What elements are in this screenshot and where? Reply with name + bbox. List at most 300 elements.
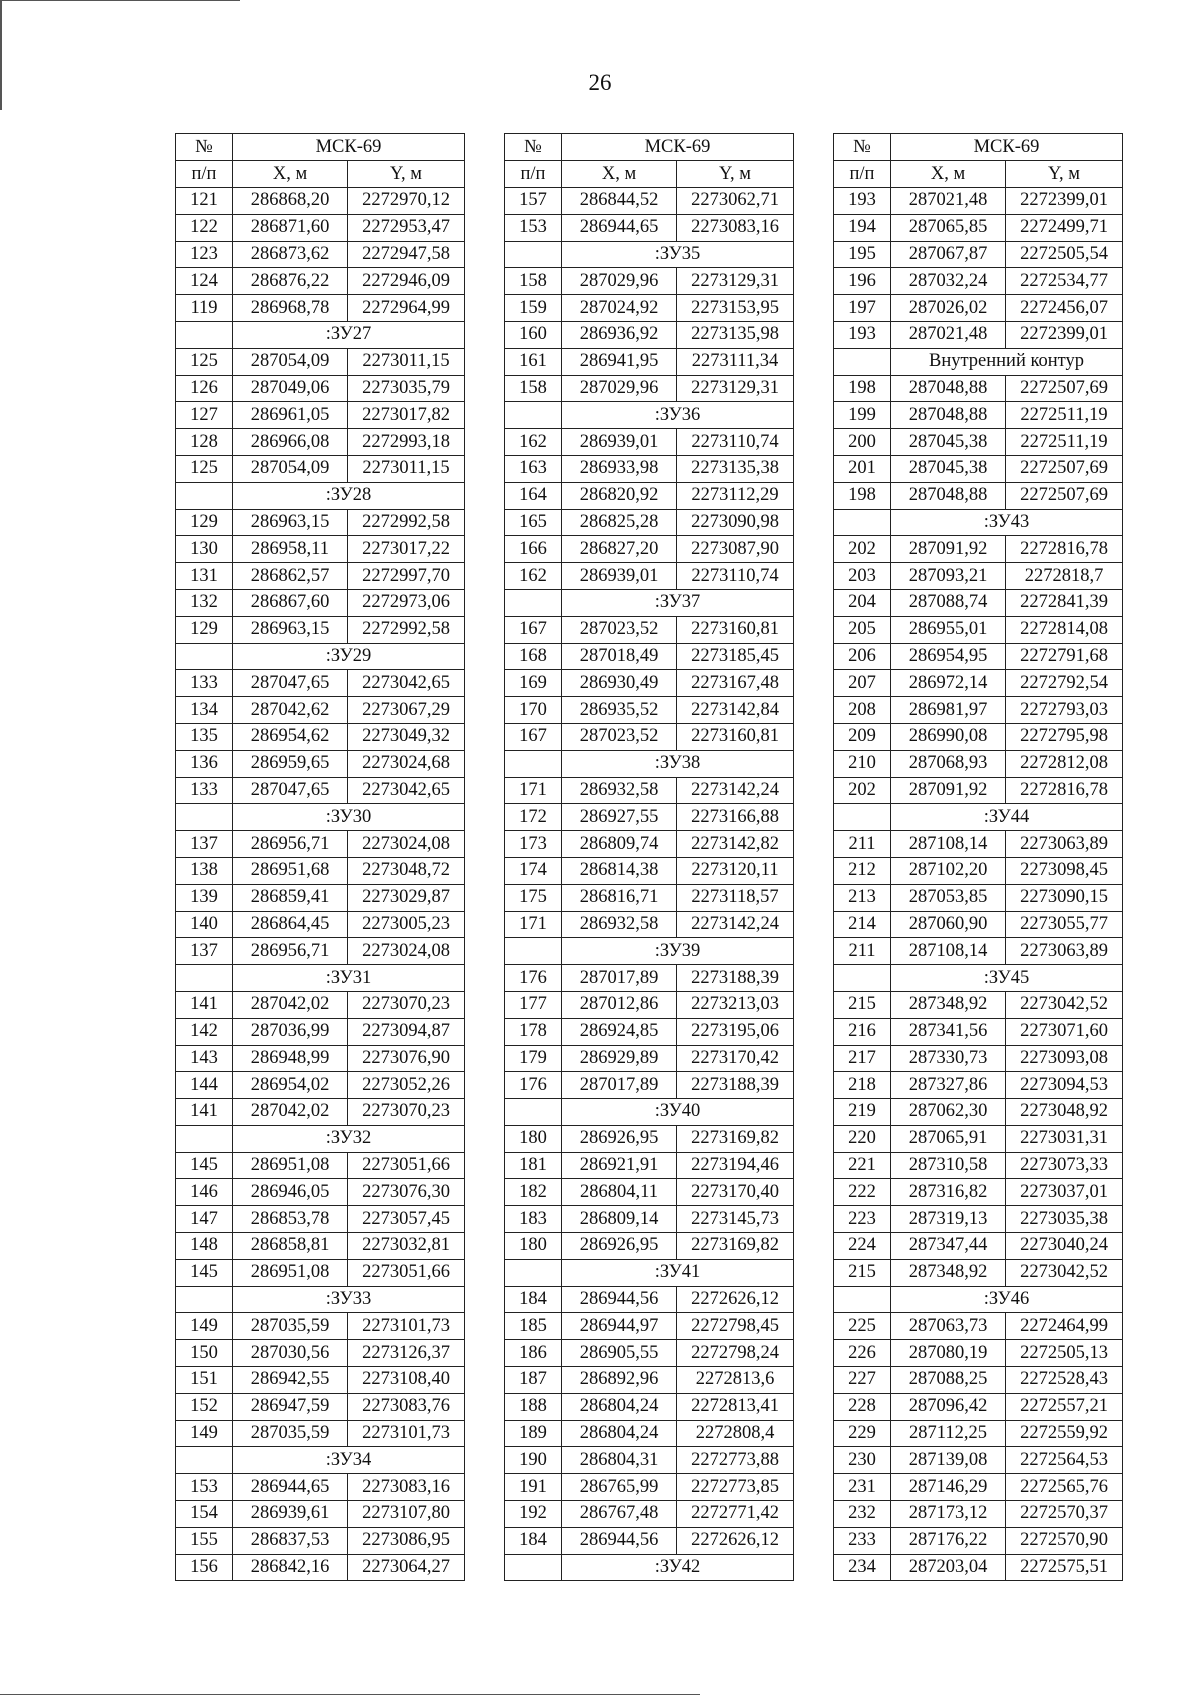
y-coordinate-cell: 2273195,06 bbox=[677, 1018, 794, 1045]
section-number-cell bbox=[176, 1125, 233, 1152]
table-row bbox=[176, 1152, 465, 1179]
y-coordinate-cell: 2273032,81 bbox=[348, 1233, 465, 1260]
table-row bbox=[834, 1259, 1123, 1286]
table-row bbox=[505, 804, 794, 831]
point-number-cell: 151 bbox=[176, 1367, 233, 1394]
x-coordinate-cell: 286935,52 bbox=[562, 697, 677, 724]
point-number-cell: 213 bbox=[834, 884, 891, 911]
table-row bbox=[834, 1340, 1123, 1367]
x-coordinate-cell: 286921,91 bbox=[562, 1152, 677, 1179]
point-number-cell: 145 bbox=[176, 1259, 233, 1286]
point-number-cell: 224 bbox=[834, 1233, 891, 1260]
point-number-cell: 212 bbox=[834, 857, 891, 884]
x-coordinate-cell: 287042,02 bbox=[233, 1099, 348, 1126]
table-row bbox=[176, 1313, 465, 1340]
table-row bbox=[176, 884, 465, 911]
section-number-cell bbox=[505, 750, 562, 777]
table-body bbox=[176, 188, 465, 1581]
point-number-cell: 163 bbox=[505, 455, 562, 482]
table-row bbox=[176, 589, 465, 616]
x-coordinate-cell: 286944,56 bbox=[562, 1286, 677, 1313]
table-row bbox=[176, 509, 465, 536]
point-number-cell: 196 bbox=[834, 268, 891, 295]
table-row bbox=[176, 1527, 465, 1554]
y-coordinate-cell: 2273083,16 bbox=[677, 214, 794, 241]
coordinate-system-header: МСК-69 bbox=[562, 134, 794, 161]
x-coordinate-cell: 287023,52 bbox=[562, 616, 677, 643]
point-number-cell: 159 bbox=[505, 295, 562, 322]
point-number-cell: 152 bbox=[176, 1393, 233, 1420]
x-coordinate-cell: 286905,55 bbox=[562, 1340, 677, 1367]
x-coordinate-cell: 286767,48 bbox=[562, 1501, 677, 1528]
x-coordinate-cell: 287080,19 bbox=[891, 1340, 1006, 1367]
y-coordinate-cell: 2273052,26 bbox=[348, 1072, 465, 1099]
x-coordinate-cell: 287054,09 bbox=[233, 348, 348, 375]
section-number-cell bbox=[834, 509, 891, 536]
table-row bbox=[834, 1501, 1123, 1528]
x-coordinate-cell: 287348,92 bbox=[891, 991, 1006, 1018]
section-number-cell bbox=[176, 643, 233, 670]
coordinate-system-header: МСК-69 bbox=[891, 134, 1123, 161]
x-coordinate-cell: 286804,31 bbox=[562, 1447, 677, 1474]
table-row bbox=[834, 1099, 1123, 1126]
table-row bbox=[505, 455, 794, 482]
point-number-cell: 189 bbox=[505, 1420, 562, 1447]
y-coordinate-cell: 2273087,90 bbox=[677, 536, 794, 563]
x-coordinate-cell: 286939,01 bbox=[562, 563, 677, 590]
x-coordinate-cell: 287021,48 bbox=[891, 188, 1006, 215]
section-label: :ЗУ29 bbox=[233, 643, 465, 670]
table-row bbox=[834, 214, 1123, 241]
y-coordinate-cell: 2273090,15 bbox=[1006, 884, 1123, 911]
x-coordinate-cell: 287316,82 bbox=[891, 1179, 1006, 1206]
x-coordinate-cell: 286868,20 bbox=[233, 188, 348, 215]
point-number-cell: 227 bbox=[834, 1367, 891, 1394]
section-label: :ЗУ33 bbox=[233, 1286, 465, 1313]
point-number-cell: 193 bbox=[834, 188, 891, 215]
point-number-cell: 202 bbox=[834, 536, 891, 563]
x-coordinate-cell: 287029,96 bbox=[562, 375, 677, 402]
y-coordinate-cell: 2273118,57 bbox=[677, 884, 794, 911]
y-coordinate-cell: 2272953,47 bbox=[348, 214, 465, 241]
point-number-cell: 133 bbox=[176, 777, 233, 804]
y-coordinate-cell: 2273145,73 bbox=[677, 1206, 794, 1233]
x-coordinate-cell: 286932,58 bbox=[562, 777, 677, 804]
y-coordinate-cell: 2272813,6 bbox=[677, 1367, 794, 1394]
x-coordinate-cell: 287021,48 bbox=[891, 321, 1006, 348]
table-row bbox=[834, 1018, 1123, 1045]
y-coordinate-cell: 2272992,58 bbox=[348, 616, 465, 643]
x-coordinate-cell: 286827,20 bbox=[562, 536, 677, 563]
point-number-cell: 169 bbox=[505, 670, 562, 697]
x-coordinate-cell: 287341,56 bbox=[891, 1018, 1006, 1045]
table-row bbox=[505, 1233, 794, 1260]
y-coordinate-cell: 2272773,88 bbox=[677, 1447, 794, 1474]
point-number-cell: 221 bbox=[834, 1152, 891, 1179]
point-number-cell: 211 bbox=[834, 831, 891, 858]
x-coordinate-cell: 287091,92 bbox=[891, 536, 1006, 563]
table-row bbox=[505, 965, 794, 992]
point-number-cell: 231 bbox=[834, 1474, 891, 1501]
point-number-cell: 149 bbox=[176, 1420, 233, 1447]
x-coordinate-cell: 287045,38 bbox=[891, 455, 1006, 482]
table-row bbox=[505, 563, 794, 590]
table-row bbox=[834, 1179, 1123, 1206]
y-coordinate-cell: 2272575,51 bbox=[1006, 1554, 1123, 1581]
point-number-cell: 205 bbox=[834, 616, 891, 643]
table-row bbox=[505, 1018, 794, 1045]
y-coordinate-cell: 2273076,30 bbox=[348, 1179, 465, 1206]
point-number-cell: 133 bbox=[176, 670, 233, 697]
y-coordinate-cell: 2272798,24 bbox=[677, 1340, 794, 1367]
x-coordinate-cell: 287032,24 bbox=[891, 268, 1006, 295]
table-row bbox=[176, 1072, 465, 1099]
x-coordinate-cell: 287065,85 bbox=[891, 214, 1006, 241]
x-coordinate-cell: 287035,59 bbox=[233, 1420, 348, 1447]
section-label: :ЗУ44 bbox=[891, 804, 1123, 831]
section-row bbox=[505, 1554, 794, 1581]
section-label: :ЗУ42 bbox=[562, 1554, 794, 1581]
y-coordinate-cell: 2273098,45 bbox=[1006, 857, 1123, 884]
point-number-cell: 143 bbox=[176, 1045, 233, 1072]
table-row bbox=[834, 723, 1123, 750]
y-coordinate-cell: 2273170,40 bbox=[677, 1179, 794, 1206]
point-number-cell: 125 bbox=[176, 348, 233, 375]
x-coordinate-cell: 286814,38 bbox=[562, 857, 677, 884]
table-row bbox=[176, 1099, 465, 1126]
point-number-cell: 175 bbox=[505, 884, 562, 911]
point-number-cell: 194 bbox=[834, 214, 891, 241]
table-row bbox=[176, 429, 465, 456]
x-coordinate-cell: 286963,15 bbox=[233, 509, 348, 536]
section-label: :ЗУ45 bbox=[891, 965, 1123, 992]
x-coordinate-cell: 287108,14 bbox=[891, 831, 1006, 858]
table-row bbox=[176, 563, 465, 590]
point-number-cell: 191 bbox=[505, 1474, 562, 1501]
y-coordinate-cell: 2273051,66 bbox=[348, 1259, 465, 1286]
x-coordinate-cell: 287068,93 bbox=[891, 750, 1006, 777]
x-coordinate-cell: 286944,97 bbox=[562, 1313, 677, 1340]
section-row bbox=[176, 804, 465, 831]
table-row bbox=[505, 1527, 794, 1554]
section-number-cell bbox=[176, 321, 233, 348]
x-coordinate-cell: 286844,52 bbox=[562, 188, 677, 215]
section-number-cell bbox=[505, 241, 562, 268]
section-row bbox=[505, 241, 794, 268]
point-number-cell: 149 bbox=[176, 1313, 233, 1340]
table-row bbox=[834, 1420, 1123, 1447]
section-label: :ЗУ37 bbox=[562, 589, 794, 616]
point-number-cell: 206 bbox=[834, 643, 891, 670]
y-coordinate-cell: 2273213,03 bbox=[677, 991, 794, 1018]
point-number-cell: 215 bbox=[834, 991, 891, 1018]
x-coordinate-cell: 287048,88 bbox=[891, 482, 1006, 509]
point-number-cell: 123 bbox=[176, 241, 233, 268]
point-number-cell: 174 bbox=[505, 857, 562, 884]
number-column-subheader: п/п bbox=[505, 161, 562, 188]
section-number-cell bbox=[834, 804, 891, 831]
y-coordinate-cell: 2272564,53 bbox=[1006, 1447, 1123, 1474]
y-coordinate-cell: 2272812,08 bbox=[1006, 750, 1123, 777]
table-row bbox=[834, 402, 1123, 429]
point-number-cell: 228 bbox=[834, 1393, 891, 1420]
table-body bbox=[834, 188, 1123, 1581]
point-number-cell: 225 bbox=[834, 1313, 891, 1340]
x-coordinate-cell: 287017,89 bbox=[562, 1072, 677, 1099]
point-number-cell: 135 bbox=[176, 723, 233, 750]
point-number-cell: 122 bbox=[176, 214, 233, 241]
section-row bbox=[505, 938, 794, 965]
x-coordinate-cell: 287203,04 bbox=[891, 1554, 1006, 1581]
section-row bbox=[176, 965, 465, 992]
table-row bbox=[505, 1206, 794, 1233]
y-coordinate-cell: 2273094,87 bbox=[348, 1018, 465, 1045]
y-coordinate-cell: 2273160,81 bbox=[677, 723, 794, 750]
x-coordinate-cell: 286954,02 bbox=[233, 1072, 348, 1099]
point-number-cell: 180 bbox=[505, 1233, 562, 1260]
table-row bbox=[834, 455, 1123, 482]
section-number-cell bbox=[834, 965, 891, 992]
table-row bbox=[834, 268, 1123, 295]
x-coordinate-cell: 286961,05 bbox=[233, 402, 348, 429]
number-column-header: № bbox=[834, 134, 891, 161]
table-row bbox=[505, 991, 794, 1018]
y-coordinate-cell: 2273067,29 bbox=[348, 697, 465, 724]
point-number-cell: 142 bbox=[176, 1018, 233, 1045]
y-coordinate-cell: 2272626,12 bbox=[677, 1527, 794, 1554]
x-coordinate-cell: 286933,98 bbox=[562, 455, 677, 482]
x-coordinate-cell: 287319,13 bbox=[891, 1206, 1006, 1233]
y-coordinate-cell: 2273017,82 bbox=[348, 402, 465, 429]
section-number-cell bbox=[834, 348, 891, 375]
section-label: :ЗУ40 bbox=[562, 1099, 794, 1126]
x-coordinate-cell: 287048,88 bbox=[891, 375, 1006, 402]
section-row bbox=[176, 1447, 465, 1474]
point-number-cell: 211 bbox=[834, 938, 891, 965]
point-number-cell: 125 bbox=[176, 455, 233, 482]
y-coordinate-cell: 2272818,7 bbox=[1006, 563, 1123, 590]
table-row bbox=[505, 670, 794, 697]
x-coordinate-cell: 287017,89 bbox=[562, 965, 677, 992]
point-number-cell: 141 bbox=[176, 1099, 233, 1126]
point-number-cell: 162 bbox=[505, 563, 562, 590]
table-body bbox=[505, 188, 794, 1581]
point-number-cell: 199 bbox=[834, 402, 891, 429]
x-coordinate-cell: 287023,52 bbox=[562, 723, 677, 750]
x-coordinate-cell: 287060,90 bbox=[891, 911, 1006, 938]
table-row bbox=[505, 509, 794, 536]
x-coordinate-cell: 286932,58 bbox=[562, 911, 677, 938]
y-coordinate-cell: 2272626,12 bbox=[677, 1286, 794, 1313]
x-coordinate-cell: 286862,57 bbox=[233, 563, 348, 590]
point-number-cell: 214 bbox=[834, 911, 891, 938]
x-coordinate-cell: 286956,71 bbox=[233, 938, 348, 965]
section-row bbox=[834, 804, 1123, 831]
section-label: :ЗУ31 bbox=[233, 965, 465, 992]
x-coordinate-cell: 286842,16 bbox=[233, 1554, 348, 1581]
section-label: :ЗУ32 bbox=[233, 1125, 465, 1152]
table-row bbox=[176, 295, 465, 322]
y-coordinate-cell: 2273093,08 bbox=[1006, 1045, 1123, 1072]
point-number-cell: 176 bbox=[505, 965, 562, 992]
table-row bbox=[834, 857, 1123, 884]
table-row bbox=[834, 188, 1123, 215]
table-row bbox=[505, 616, 794, 643]
point-number-cell: 155 bbox=[176, 1527, 233, 1554]
section-row bbox=[176, 643, 465, 670]
x-coordinate-cell: 286959,65 bbox=[233, 750, 348, 777]
point-number-cell: 226 bbox=[834, 1340, 891, 1367]
x-coordinate-cell: 286876,22 bbox=[233, 268, 348, 295]
y-coordinate-cell: 2273031,31 bbox=[1006, 1125, 1123, 1152]
coordinates-table-middle bbox=[504, 133, 794, 1581]
point-number-cell: 215 bbox=[834, 1259, 891, 1286]
y-coordinate-cell: 2273167,48 bbox=[677, 670, 794, 697]
y-coordinate-cell: 2273090,98 bbox=[677, 509, 794, 536]
point-number-cell: 141 bbox=[176, 991, 233, 1018]
x-coordinate-cell: 286951,08 bbox=[233, 1259, 348, 1286]
x-coordinate-cell: 286816,71 bbox=[562, 884, 677, 911]
point-number-cell: 208 bbox=[834, 697, 891, 724]
table-row bbox=[834, 697, 1123, 724]
x-coordinate-cell: 286871,60 bbox=[233, 214, 348, 241]
point-number-cell: 158 bbox=[505, 375, 562, 402]
point-number-cell: 219 bbox=[834, 1099, 891, 1126]
x-coordinate-cell: 286859,41 bbox=[233, 884, 348, 911]
point-number-cell: 200 bbox=[834, 429, 891, 456]
x-coordinate-cell: 287049,06 bbox=[233, 375, 348, 402]
section-label: :ЗУ27 bbox=[233, 321, 465, 348]
x-coordinate-cell: 287030,56 bbox=[233, 1340, 348, 1367]
point-number-cell: 230 bbox=[834, 1447, 891, 1474]
table-row bbox=[834, 321, 1123, 348]
x-coordinate-cell: 286929,89 bbox=[562, 1045, 677, 1072]
point-number-cell: 195 bbox=[834, 241, 891, 268]
x-coordinate-cell: 287063,73 bbox=[891, 1313, 1006, 1340]
table-row bbox=[505, 1420, 794, 1447]
table-row bbox=[505, 348, 794, 375]
table-row bbox=[176, 831, 465, 858]
point-number-cell: 203 bbox=[834, 563, 891, 590]
y-coordinate-cell: 2273073,33 bbox=[1006, 1152, 1123, 1179]
table-row bbox=[505, 1125, 794, 1152]
point-number-cell: 218 bbox=[834, 1072, 891, 1099]
table-row bbox=[176, 750, 465, 777]
x-coordinate-cell: 286944,56 bbox=[562, 1527, 677, 1554]
point-number-cell: 202 bbox=[834, 777, 891, 804]
table-row bbox=[176, 455, 465, 482]
section-label: :ЗУ38 bbox=[562, 750, 794, 777]
x-coordinate-cell: 286951,08 bbox=[233, 1152, 348, 1179]
table-row bbox=[505, 429, 794, 456]
x-coordinate-cell: 286892,96 bbox=[562, 1367, 677, 1394]
table-row bbox=[834, 482, 1123, 509]
y-coordinate-cell: 2273135,38 bbox=[677, 455, 794, 482]
table-row bbox=[505, 1313, 794, 1340]
point-number-cell: 223 bbox=[834, 1206, 891, 1233]
x-coordinate-cell: 286936,92 bbox=[562, 321, 677, 348]
y-coordinate-cell: 2272505,13 bbox=[1006, 1340, 1123, 1367]
x-coordinate-cell: 286941,95 bbox=[562, 348, 677, 375]
x-coordinate-cell: 286930,49 bbox=[562, 670, 677, 697]
y-coordinate-cell: 2272507,69 bbox=[1006, 455, 1123, 482]
point-number-cell: 128 bbox=[176, 429, 233, 456]
y-coordinate-cell: 2272792,54 bbox=[1006, 670, 1123, 697]
table-row bbox=[834, 563, 1123, 590]
y-coordinate-cell: 2273083,16 bbox=[348, 1474, 465, 1501]
y-coordinate-cell: 2273042,52 bbox=[1006, 991, 1123, 1018]
table-row bbox=[176, 697, 465, 724]
section-label: :ЗУ35 bbox=[562, 241, 794, 268]
coordinates-table-left bbox=[175, 133, 465, 1581]
table-row bbox=[505, 214, 794, 241]
table-row bbox=[834, 1152, 1123, 1179]
table-row bbox=[505, 536, 794, 563]
y-coordinate-cell: 2273055,77 bbox=[1006, 911, 1123, 938]
x-coordinate-cell: 287088,74 bbox=[891, 589, 1006, 616]
x-coordinate-cell: 286820,92 bbox=[562, 482, 677, 509]
y-coordinate-cell: 2272814,08 bbox=[1006, 616, 1123, 643]
table-row bbox=[505, 188, 794, 215]
x-coordinate-cell: 286946,05 bbox=[233, 1179, 348, 1206]
point-number-cell: 130 bbox=[176, 536, 233, 563]
point-number-cell: 167 bbox=[505, 723, 562, 750]
point-number-cell: 190 bbox=[505, 1447, 562, 1474]
table-row bbox=[834, 1554, 1123, 1581]
table-row bbox=[176, 777, 465, 804]
point-number-cell: 229 bbox=[834, 1420, 891, 1447]
point-number-cell: 220 bbox=[834, 1125, 891, 1152]
section-row bbox=[176, 321, 465, 348]
table-row bbox=[834, 884, 1123, 911]
point-number-cell: 137 bbox=[176, 831, 233, 858]
table-row bbox=[176, 857, 465, 884]
y-coordinate-cell: 2273070,23 bbox=[348, 1099, 465, 1126]
x-coordinate-cell: 286954,62 bbox=[233, 723, 348, 750]
y-coordinate-cell: 2272946,09 bbox=[348, 268, 465, 295]
y-coordinate-cell: 2273112,29 bbox=[677, 482, 794, 509]
table-row bbox=[834, 1367, 1123, 1394]
point-number-cell: 197 bbox=[834, 295, 891, 322]
point-number-cell: 198 bbox=[834, 375, 891, 402]
section-number-cell bbox=[176, 965, 233, 992]
table-row bbox=[176, 375, 465, 402]
x-coordinate-cell: 286765,99 bbox=[562, 1474, 677, 1501]
point-number-cell: 232 bbox=[834, 1501, 891, 1528]
point-number-cell: 161 bbox=[505, 348, 562, 375]
y-coordinate-cell: 2273005,23 bbox=[348, 911, 465, 938]
point-number-cell: 181 bbox=[505, 1152, 562, 1179]
x-coordinate-cell: 287108,14 bbox=[891, 938, 1006, 965]
table-row bbox=[834, 1447, 1123, 1474]
point-number-cell: 150 bbox=[176, 1340, 233, 1367]
x-coordinate-cell: 287042,02 bbox=[233, 991, 348, 1018]
point-number-cell: 207 bbox=[834, 670, 891, 697]
number-column-subheader: п/п bbox=[176, 161, 233, 188]
y-coordinate-cell: 2272993,18 bbox=[348, 429, 465, 456]
x-coordinate-cell: 287146,29 bbox=[891, 1474, 1006, 1501]
table-row bbox=[176, 1233, 465, 1260]
table-row bbox=[505, 1179, 794, 1206]
point-number-cell: 166 bbox=[505, 536, 562, 563]
point-number-cell: 148 bbox=[176, 1233, 233, 1260]
x-coordinate-cell: 287024,92 bbox=[562, 295, 677, 322]
point-number-cell: 144 bbox=[176, 1072, 233, 1099]
table-row bbox=[834, 777, 1123, 804]
y-coordinate-cell: 2272791,68 bbox=[1006, 643, 1123, 670]
x-coordinate-cell: 287047,65 bbox=[233, 777, 348, 804]
table-row bbox=[176, 1259, 465, 1286]
